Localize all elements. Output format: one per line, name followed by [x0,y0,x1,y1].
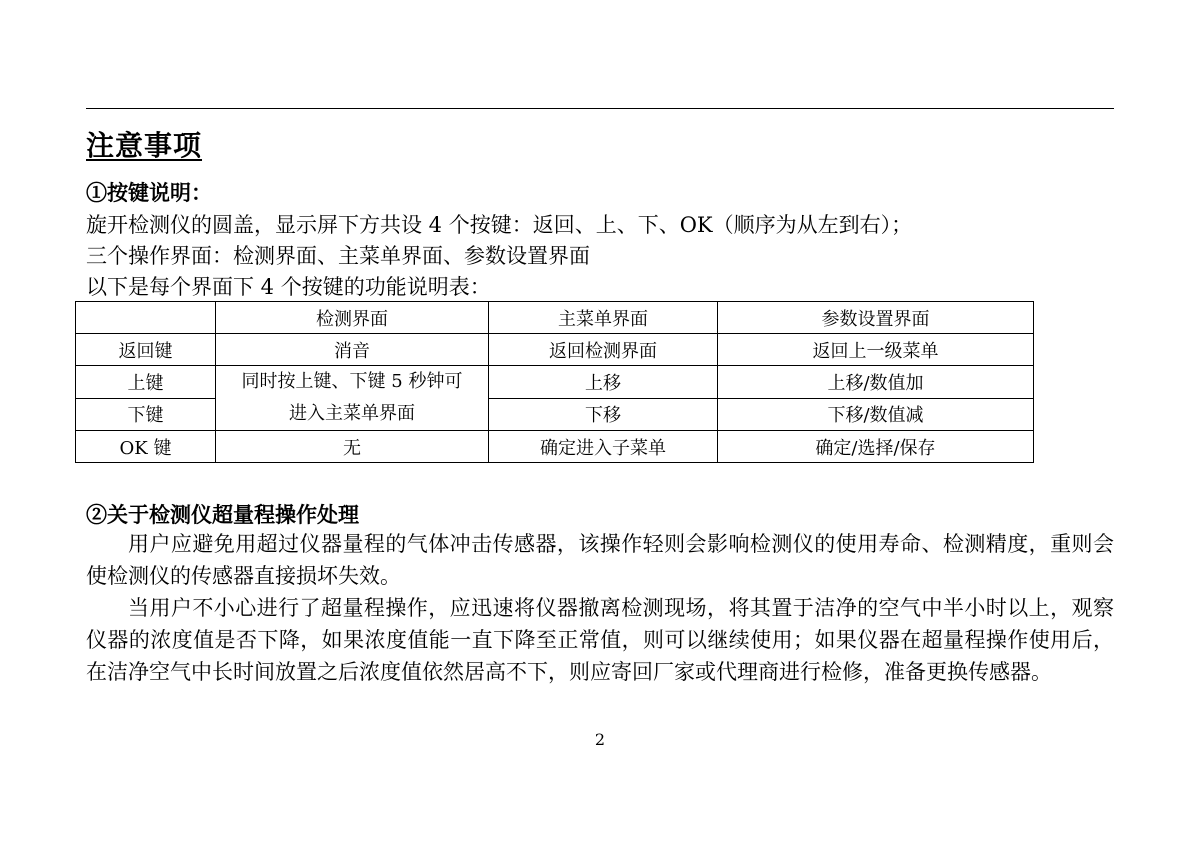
table-cell: 下键 [76,398,216,431]
section1-line-3: 以下是每个界面下 4 个按键的功能说明表： [86,275,491,299]
table-header-row [76,302,1034,334]
table-header-cell: 检测界面 [216,302,489,334]
table-cell: 返回键 [76,334,216,366]
table-cell: 消音 [216,334,489,366]
table-row [76,334,1034,366]
section2-paragraph-1: 用户应避免用超过仪器量程的气体冲击传感器，该操作轻则会影响检测仪的使用寿命、检测精度，重则会使检测仪的传感器直接损坏失效。 [86,532,1114,588]
table-cell: 上键 [76,366,216,399]
section2-title: ②关于检测仪超量程操作处理 [86,502,359,527]
page-title: 注意事项 [86,129,203,162]
table-cell: 确定进入子菜单 [489,431,718,463]
table-header-cell: 参数设置界面 [718,302,1034,334]
table-cell: 返回检测界面 [489,334,718,366]
section1-line-1: 旋开检测仪的圆盖，显示屏下方共设 4 个按键：返回、上、下、OK（顺序为从左到右）； [86,213,913,237]
table-cell-merged [216,366,489,431]
key-function-table [75,301,1034,463]
table-cell: 上移/数值加 [718,366,1034,399]
page-number: 2 [594,730,606,749]
section2-paragraph-2: 当用户不小心进行了超量程操作，应迅速将仪器撤离检测现场，将其置于洁净的空气中半小时以上，观察仪器的浓度值是否下降，如果浓度值能一直下降至正常值，则可以继续使用；如果仪器在超量程操作使用后，在洁净空气中长时间放置之后浓度值依然居高不下，则应寄回厂家或代理商进行检修，准备更换传感器。 [86,596,1114,684]
table-cell: 下移 [489,398,718,431]
table-row [76,366,1034,399]
table-cell: 确定/选择/保存 [718,431,1034,463]
table-header-cell: 主菜单界面 [489,302,718,334]
table-cell: 上移 [489,366,718,399]
table-cell: 返回上一级菜单 [718,334,1034,366]
table-header-cell [76,302,216,334]
table-row [76,431,1034,463]
table-cell: 下移/数值减 [718,398,1034,431]
table-cell: 无 [216,431,489,463]
table-cell: OK 键 [76,431,216,463]
merged-cell-line-2: 进入主菜单界面 [289,403,415,424]
merged-cell-line-1: 同时按上键、下键 5 秒钟可 [241,371,463,392]
section1-title: ①按键说明： [86,180,212,205]
header-rule [86,108,1114,109]
section1-line-2: 三个操作界面：检测界面、主菜单界面、参数设置界面 [86,244,590,268]
